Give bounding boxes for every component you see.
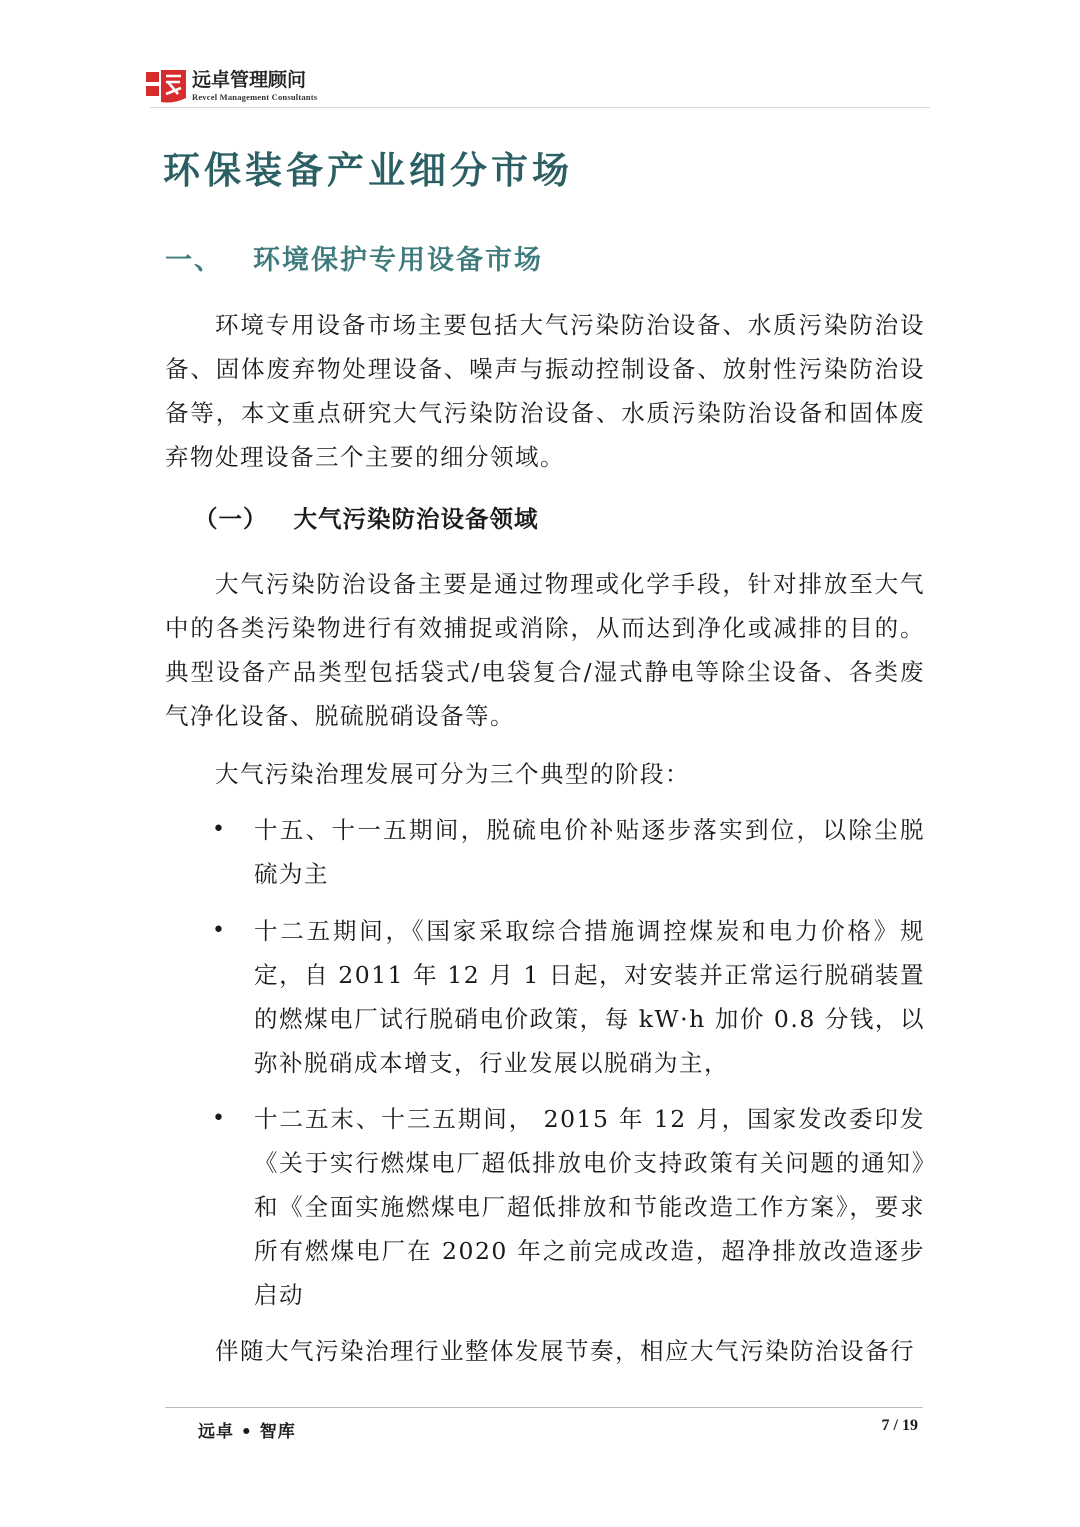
- list-item-text: 十五、十一五期间，脱硫电价补贴逐步落实到位，以除尘脱硫为主: [254, 816, 925, 888]
- brand-logo-icon: [146, 68, 188, 104]
- list-item: [212, 1097, 925, 1317]
- brand-name-en: Revcel Management Consultants: [192, 91, 318, 102]
- brand-text: [192, 68, 318, 102]
- page-title: 环保装备产业细分市场: [163, 148, 573, 192]
- page-number: 7 / 19: [881, 1417, 918, 1434]
- list-item: [212, 909, 925, 1085]
- paragraph-intro: 环境专用设备市场主要包括大气污染防治设备、水质污染防治设备、固体废弃物处理设备、噪声与振动控制设备、放射性污染防治设备等，本文重点研究大气污染防治设备、水质污染防治设备和固体废弃物处理设备三个主要的细分领域。: [165, 311, 925, 471]
- list-item: [212, 808, 925, 896]
- bullet-icon: •: [212, 817, 225, 842]
- section-heading: [165, 238, 543, 277]
- paragraph-air-pollution: 大气污染防治设备主要是通过物理或化学手段，针对排放至大气中的各类污染物进行有效捕捉或消除，从而达到净化或减排的目的。典型设备产品类型包括袋式/电袋复合/湿式静电等除尘设备、各类废气净化设备、脱硫脱硝设备等。: [165, 570, 925, 730]
- list-item-text: 十二五末、十三五期间， 2015 年 12 月，国家发改委印发《关于实行燃煤电厂超低排放电价支持政策有关问题的通知》和《全面实施燃煤电厂超低排放和节能改造工作方案》，要求所有燃煤电厂在 2020 年之前完成改造，超净排放改造逐步启动: [254, 1105, 925, 1309]
- footer-divider: [165, 1407, 923, 1408]
- subsection-number: （一）: [194, 505, 268, 533]
- section-title: 环境保护专用设备市场: [253, 245, 543, 276]
- subsection-heading: [194, 500, 539, 534]
- bullet-icon: •: [212, 1106, 225, 1131]
- section-number: 一、: [165, 245, 223, 276]
- list-item-text: 十二五期间，《国家采取综合措施调控煤炭和电力价格》规定，自 2011 年 12 月 1 日起，对安装并正常运行脱硝装置的燃煤电厂试行脱硝电价政策，每 kW·h 加价 0.8 分钱，以弥补脱硝成本增支，行业发展以脱硝为主，: [254, 917, 925, 1077]
- paragraph-continued: 伴随大气污染治理行业整体发展节奏，相应大气污染防治设备行: [215, 1337, 915, 1365]
- bullet-icon: •: [212, 918, 225, 943]
- footer-brand: 远卓 • 智库: [198, 1422, 296, 1442]
- header-divider: [150, 107, 930, 108]
- paragraph-stages: 大气污染治理发展可分为三个典型的阶段：: [215, 760, 690, 788]
- brand-name-cn: 远卓管理顾问: [192, 68, 307, 91]
- subsection-title: 大气污染防治设备领域: [293, 505, 539, 533]
- header-logo: [146, 66, 317, 106]
